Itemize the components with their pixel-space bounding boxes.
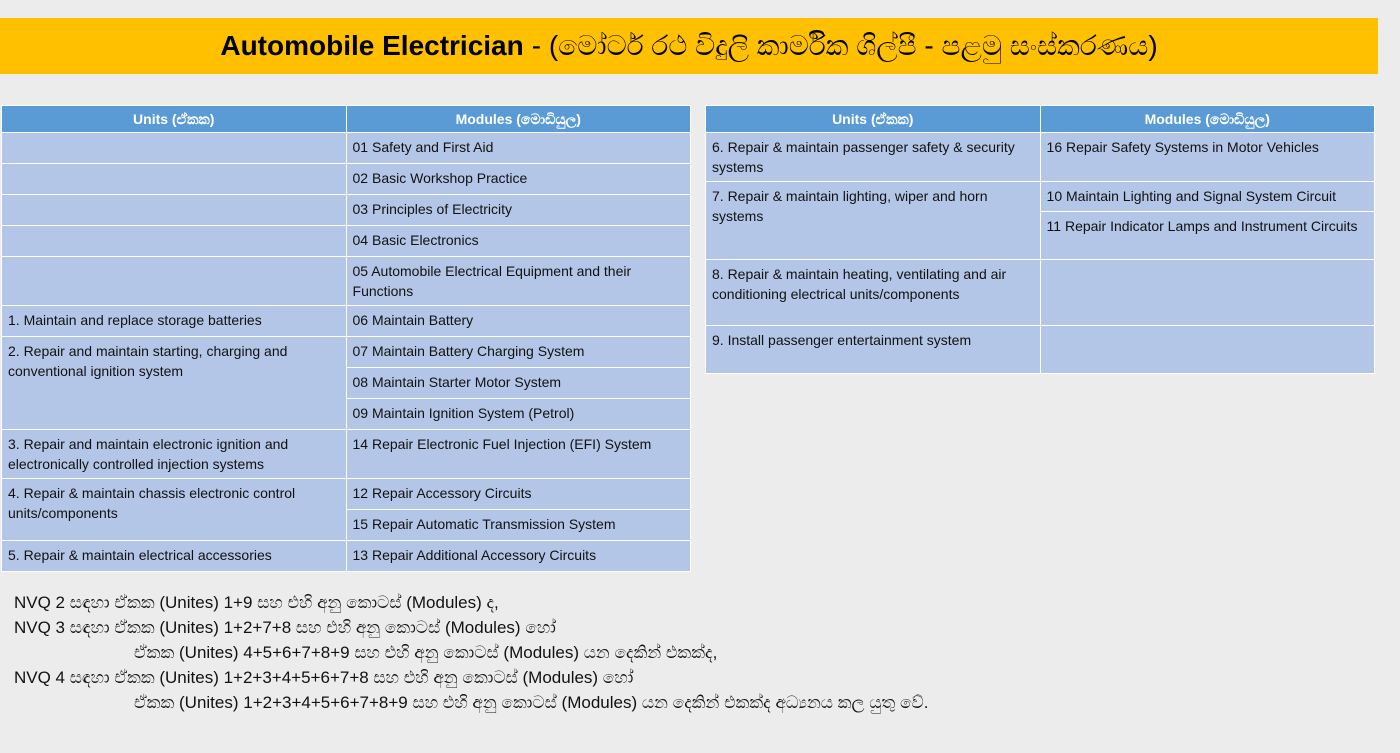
module-cell: 07 Maintain Battery Charging System [346, 337, 690, 368]
unit-cell: 5. Repair & maintain electrical accessories [2, 541, 347, 572]
module-cell: 14 Repair Electronic Fuel Injection (EFI) System [346, 430, 690, 479]
module-cell [1040, 260, 1374, 326]
unit-cell [2, 133, 347, 164]
module-cell: 06 Maintain Battery [346, 306, 690, 337]
module-cell: 15 Repair Automatic Transmission System [346, 510, 690, 541]
modules-header: Modules (මොඩියුල) [1040, 106, 1374, 133]
module-cell: 08 Maintain Starter Motor System [346, 368, 690, 399]
module-cell: 02 Basic Workshop Practice [346, 164, 690, 195]
table-row [2, 430, 691, 479]
table-row [2, 226, 691, 257]
note-line: NVQ 4 සඳහා ඒකක (Unites) 1+2+3+4+5+6+7+8 සහ එහි අනු කොටස් (Modules) හෝ [14, 668, 634, 687]
table-row [706, 182, 1375, 212]
table-row [706, 133, 1375, 182]
unit-cell [2, 257, 347, 306]
right-units-table [705, 105, 1375, 374]
module-cell: 04 Basic Electronics [346, 226, 690, 257]
module-cell: 11 Repair Indicator Lamps and Instrument Circuits [1040, 212, 1374, 260]
table-row [2, 479, 691, 510]
header-row [2, 106, 691, 133]
note-line: ඒකක (Unites) 4+5+6+7+8+9 සහ එහි අනු කොටස් (Modules) යන දෙකින් එකක්ද, [134, 643, 718, 662]
units-header: Units (ඒකක) [2, 106, 347, 133]
units-header: Units (ඒකක) [706, 106, 1041, 133]
left-units-table [1, 105, 691, 572]
header-row [706, 106, 1375, 133]
unit-cell: 8. Repair & maintain heating, ventilating and air conditioning electrical units/components [706, 260, 1041, 326]
module-cell: 09 Maintain Ignition System (Petrol) [346, 399, 690, 430]
table-row [2, 164, 691, 195]
unit-cell: 9. Install passenger entertainment system [706, 326, 1041, 374]
table-row [2, 133, 691, 164]
title-banner [0, 18, 1378, 74]
module-cell: 13 Repair Additional Accessory Circuits [346, 541, 690, 572]
module-cell: 10 Maintain Lighting and Signal System Circuit [1040, 182, 1374, 212]
note-line: ඒකක (Unites) 1+2+3+4+5+6+7+8+9 සහ එහි අනු කොටස් (Modules) යන දෙකින් එකක්ද අධ්‍යනය කල යුතු වේ. [134, 693, 929, 712]
unit-cell: 2. Repair and maintain starting, charging and conventional ignition system [2, 337, 347, 430]
module-cell [1040, 326, 1374, 374]
table-row [706, 326, 1375, 374]
table-row [2, 541, 691, 572]
module-cell: 16 Repair Safety Systems in Motor Vehicles [1040, 133, 1374, 182]
unit-cell: 4. Repair & maintain chassis electronic control units/components [2, 479, 347, 541]
table-row [706, 260, 1375, 326]
unit-cell: 6. Repair & maintain passenger safety & security systems [706, 133, 1041, 182]
table-row [2, 306, 691, 337]
banner-subtitle: - (මෝටර් රථ විදුලි කාර්මික ශිල්පී - පළමු සංස්කරණය) [531, 29, 1158, 61]
modules-header: Modules (මොඩියුල) [346, 106, 690, 133]
unit-cell [2, 164, 347, 195]
module-cell: 05 Automobile Electrical Equipment and their Functions [346, 257, 690, 306]
note-line: NVQ 2 සඳහා ඒකක (Unites) 1+9 සහ එහි අනු කොටස් (Modules) ද, [14, 593, 499, 612]
module-cell: 03 Principles of Electricity [346, 195, 690, 226]
module-cell: 01 Safety and First Aid [346, 133, 690, 164]
unit-cell [2, 195, 347, 226]
unit-cell: 3. Repair and maintain electronic ignition and electronically controlled injection systems [2, 430, 347, 479]
unit-cell: 7. Repair & maintain lighting, wiper and horn systems [706, 182, 1041, 260]
table-row [2, 337, 691, 368]
note-line: NVQ 3 සඳහා ඒකක (Unites) 1+2+7+8 සහ එහි අනු කොටස් (Modules) හෝ [14, 618, 556, 637]
table-row [2, 195, 691, 226]
module-cell: 12 Repair Accessory Circuits [346, 479, 690, 510]
table-row [2, 257, 691, 306]
nvq-notes [14, 590, 929, 715]
unit-cell: 1. Maintain and replace storage batteries [2, 306, 347, 337]
banner-title: Automobile Electrician [220, 30, 524, 61]
unit-cell [2, 226, 347, 257]
